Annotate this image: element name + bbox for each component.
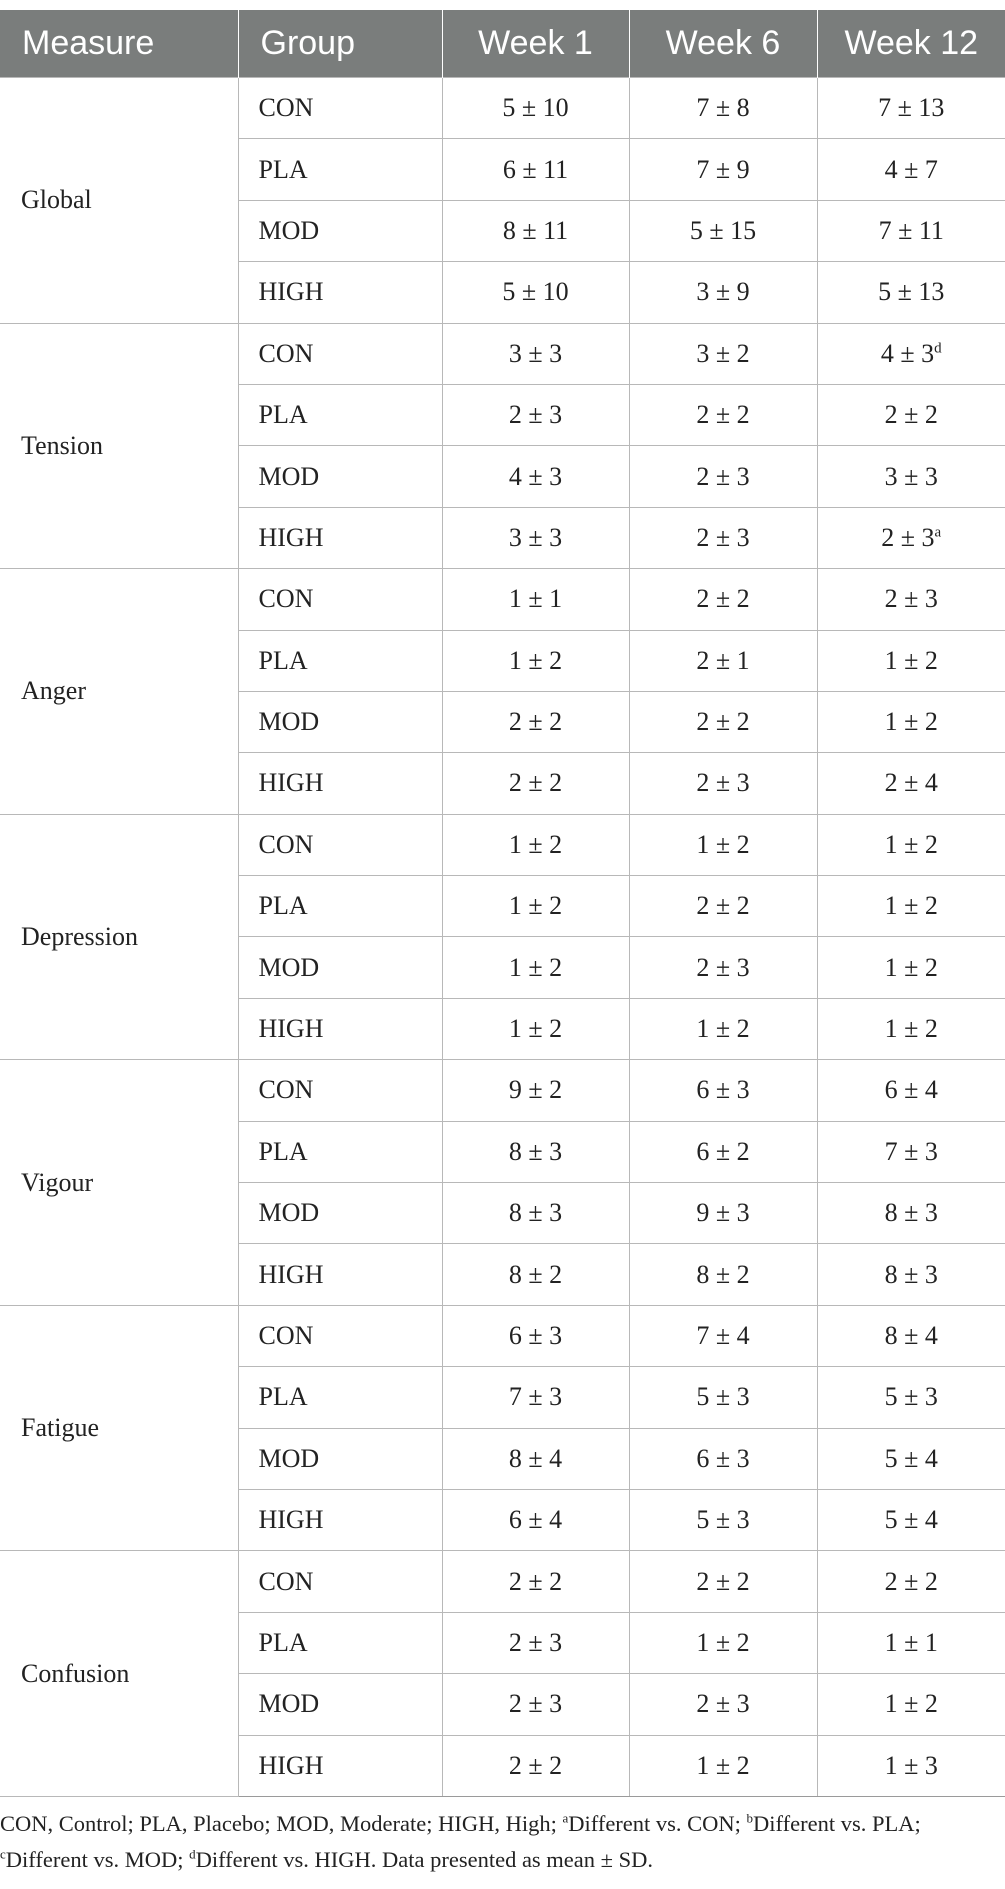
value-text: 2 ± 3	[881, 522, 935, 552]
value-cell-w6: 6 ± 3	[629, 1428, 817, 1489]
table-row	[0, 1551, 1005, 1612]
value-text: 4 ± 7	[884, 154, 938, 184]
measure-cell: Fatigue	[0, 1305, 238, 1551]
value-cell-w12	[817, 1121, 1005, 1182]
value-cell-w1: 5 ± 10	[442, 262, 629, 323]
header-week-1: Week 1	[442, 10, 629, 78]
value-cell-w1: 8 ± 2	[442, 1244, 629, 1305]
measure-cell: Vigour	[0, 1060, 238, 1306]
value-cell-w1: 2 ± 2	[442, 1551, 629, 1612]
group-cell: MOD	[238, 1428, 442, 1489]
value-cell-w6: 1 ± 2	[629, 1735, 817, 1796]
value-text: 5 ± 4	[884, 1443, 938, 1473]
value-cell-w1: 6 ± 4	[442, 1489, 629, 1550]
footnote-text: Different vs. PLA;	[753, 1811, 921, 1836]
value-cell-w1: 2 ± 3	[442, 1612, 629, 1673]
group-cell: CON	[238, 1551, 442, 1612]
group-cell: MOD	[238, 1183, 442, 1244]
footnote-text: Different vs. MOD;	[5, 1847, 190, 1872]
value-text: 7 ± 11	[878, 215, 944, 245]
value-cell-w1: 4 ± 3	[442, 446, 629, 507]
measure-cell: Tension	[0, 323, 238, 569]
value-text: 2 ± 4	[884, 768, 938, 798]
value-cell-w12	[817, 139, 1005, 200]
value-cell-w6: 8 ± 2	[629, 1244, 817, 1305]
group-cell: HIGH	[238, 1244, 442, 1305]
value-text: 2 ± 2	[884, 1566, 938, 1596]
group-cell: HIGH	[238, 1735, 442, 1796]
group-cell: MOD	[238, 446, 442, 507]
significance-superscript: a	[934, 524, 942, 541]
value-text: 8 ± 3	[884, 1259, 938, 1289]
value-cell-w6: 6 ± 2	[629, 1121, 817, 1182]
value-cell-w6: 2 ± 2	[629, 1551, 817, 1612]
value-cell-w1: 2 ± 2	[442, 691, 629, 752]
table-row	[0, 1305, 1005, 1366]
value-cell-w6: 2 ± 3	[629, 507, 817, 568]
value-cell-w6: 3 ± 2	[629, 323, 817, 384]
group-cell: MOD	[238, 200, 442, 261]
value-cell-w1: 1 ± 1	[442, 569, 629, 630]
value-cell-w12	[817, 1244, 1005, 1305]
value-cell-w1: 6 ± 3	[442, 1305, 629, 1366]
value-text: 8 ± 4	[884, 1321, 938, 1350]
table-header	[0, 10, 1005, 78]
value-text: 1 ± 2	[884, 1689, 938, 1719]
value-text: 1 ± 2	[884, 1014, 938, 1044]
group-cell: HIGH	[238, 998, 442, 1059]
value-cell-w6: 2 ± 1	[629, 630, 817, 691]
header-week-12: Week 12	[817, 10, 1005, 78]
value-cell-w12	[817, 691, 1005, 752]
value-text: 4 ± 3	[880, 338, 935, 368]
value-cell-w12	[817, 998, 1005, 1059]
group-cell: CON	[238, 814, 442, 875]
group-cell: PLA	[238, 139, 442, 200]
group-cell: MOD	[238, 937, 442, 998]
measure-cell: Depression	[0, 814, 238, 1060]
value-text: 7 ± 3	[884, 1136, 938, 1166]
value-cell-w12	[817, 1060, 1005, 1121]
value-cell-w1: 3 ± 3	[442, 323, 629, 384]
value-cell-w12	[817, 1183, 1005, 1244]
group-cell: CON	[238, 569, 442, 630]
header-measure: Measure	[0, 10, 238, 78]
value-text: 6 ± 4	[884, 1075, 938, 1105]
value-cell-w1: 2 ± 2	[442, 1735, 629, 1796]
header-row	[0, 10, 1005, 78]
value-cell-w12	[817, 262, 1005, 323]
value-text: 7 ± 13	[878, 93, 945, 123]
group-cell: PLA	[238, 1612, 442, 1673]
group-cell: MOD	[238, 691, 442, 752]
value-cell-w12	[817, 1367, 1005, 1428]
value-text: 3 ± 3	[884, 461, 938, 491]
value-cell-w12	[817, 1674, 1005, 1735]
value-text: 5 ± 13	[878, 277, 945, 307]
table-row	[0, 323, 1005, 384]
table-body	[0, 78, 1005, 1797]
value-cell-w6: 2 ± 2	[629, 384, 817, 445]
value-cell-w1: 1 ± 2	[442, 937, 629, 998]
value-text: 2 ± 2	[884, 400, 938, 430]
value-cell-w12	[817, 753, 1005, 814]
value-cell-w12	[817, 1612, 1005, 1673]
measure-cell: Confusion	[0, 1551, 238, 1797]
value-cell-w1: 5 ± 10	[442, 78, 629, 139]
table-footnote	[0, 1806, 1000, 1878]
group-cell: PLA	[238, 630, 442, 691]
value-cell-w6: 2 ± 2	[629, 691, 817, 752]
value-text: 1 ± 2	[884, 707, 938, 737]
value-cell-w6: 5 ± 3	[629, 1489, 817, 1550]
value-text: 1 ± 2	[884, 829, 938, 859]
footnote-mark: c	[0, 1846, 6, 1862]
table-row	[0, 78, 1005, 139]
group-cell: CON	[238, 323, 442, 384]
value-cell-w6: 9 ± 3	[629, 1183, 817, 1244]
value-cell-w12	[817, 200, 1005, 261]
value-cell-w1: 8 ± 11	[442, 200, 629, 261]
value-cell-w6: 6 ± 3	[629, 1060, 817, 1121]
group-cell: PLA	[238, 876, 442, 937]
value-text: 1 ± 2	[884, 891, 938, 921]
value-cell-w12	[817, 1551, 1005, 1612]
measure-cell: Global	[0, 78, 238, 324]
value-cell-w6: 5 ± 3	[629, 1367, 817, 1428]
value-cell-w12	[817, 814, 1005, 875]
measure-cell: Anger	[0, 569, 238, 815]
value-cell-w1: 7 ± 3	[442, 1367, 629, 1428]
value-cell-w12	[817, 1489, 1005, 1550]
value-cell-w12	[817, 384, 1005, 445]
value-cell-w1: 2 ± 3	[442, 1674, 629, 1735]
footnote-mark: d	[189, 1846, 196, 1862]
footnote-intro: CON, Control; PLA, Placebo; MOD, Moderate; HIGH, High;	[0, 1811, 563, 1836]
value-cell-w12	[817, 78, 1005, 139]
value-text: 1 ± 2	[884, 645, 938, 675]
value-cell-w12	[817, 1735, 1005, 1796]
value-cell-w12	[817, 569, 1005, 630]
value-cell-w6: 1 ± 2	[629, 998, 817, 1059]
value-cell-w6: 7 ± 4	[629, 1305, 817, 1366]
value-text: 1 ± 3	[884, 1750, 938, 1780]
group-cell: HIGH	[238, 507, 442, 568]
value-cell-w1: 2 ± 2	[442, 753, 629, 814]
value-cell-w1: 8 ± 4	[442, 1428, 629, 1489]
footnote-text: Different vs. HIGH. Data presented as mean ± SD.	[195, 1847, 654, 1872]
group-cell: PLA	[238, 1367, 442, 1428]
value-cell-w1: 3 ± 3	[442, 507, 629, 568]
value-cell-w6: 2 ± 3	[629, 446, 817, 507]
group-cell: HIGH	[238, 753, 442, 814]
value-cell-w1: 2 ± 3	[442, 384, 629, 445]
header-week-6: Week 6	[629, 10, 817, 78]
significance-superscript: d	[934, 340, 942, 357]
value-cell-w12	[817, 1428, 1005, 1489]
value-cell-w1: 8 ± 3	[442, 1183, 629, 1244]
value-cell-w6: 3 ± 9	[629, 262, 817, 323]
group-cell: CON	[238, 78, 442, 139]
value-cell-w12	[817, 937, 1005, 998]
footnote-text: Different vs. CON;	[568, 1811, 747, 1836]
value-cell-w6: 2 ± 2	[629, 876, 817, 937]
group-cell: PLA	[238, 1121, 442, 1182]
value-cell-w1: 1 ± 2	[442, 814, 629, 875]
group-cell: MOD	[238, 1674, 442, 1735]
value-cell-w1: 9 ± 2	[442, 1060, 629, 1121]
value-cell-w1: 1 ± 2	[442, 998, 629, 1059]
footnote-mark: b	[746, 1810, 754, 1826]
value-cell-w6: 2 ± 3	[629, 1674, 817, 1735]
value-text: 5 ± 4	[884, 1505, 938, 1535]
header-group: Group	[238, 10, 442, 78]
value-text: 2 ± 3	[884, 584, 938, 614]
group-cell: CON	[238, 1305, 442, 1366]
value-cell-w1: 1 ± 2	[442, 876, 629, 937]
value-cell-w1: 6 ± 11	[442, 139, 629, 200]
value-cell-w6: 7 ± 9	[629, 139, 817, 200]
group-cell: PLA	[238, 384, 442, 445]
value-text: 8 ± 3	[884, 1198, 938, 1228]
value-cell-w12	[817, 323, 1005, 384]
value-cell-w12	[817, 446, 1005, 507]
value-text: 5 ± 3	[884, 1382, 938, 1412]
group-cell: HIGH	[238, 1489, 442, 1550]
value-cell-w6: 1 ± 2	[629, 1612, 817, 1673]
value-cell-w1: 1 ± 2	[442, 630, 629, 691]
value-cell-w1: 8 ± 3	[442, 1121, 629, 1182]
group-cell: CON	[238, 1060, 442, 1121]
group-cell: HIGH	[238, 262, 442, 323]
value-cell-w12	[817, 507, 1005, 568]
data-table-container	[0, 10, 1005, 1797]
value-cell-w6: 1 ± 2	[629, 814, 817, 875]
value-cell-w12	[817, 630, 1005, 691]
value-text: 1 ± 1	[884, 1627, 938, 1657]
table-row	[0, 814, 1005, 875]
value-text: 1 ± 2	[884, 952, 938, 982]
table-row	[0, 569, 1005, 630]
table-row	[0, 1060, 1005, 1121]
value-cell-w6: 7 ± 8	[629, 78, 817, 139]
data-table	[0, 10, 1005, 1797]
value-cell-w12	[817, 876, 1005, 937]
value-cell-w6: 5 ± 15	[629, 200, 817, 261]
value-cell-w6: 2 ± 3	[629, 753, 817, 814]
value-cell-w6: 2 ± 2	[629, 569, 817, 630]
footnote-mark: a	[562, 1810, 569, 1826]
value-cell-w12	[817, 1305, 1005, 1366]
value-cell-w6: 2 ± 3	[629, 937, 817, 998]
